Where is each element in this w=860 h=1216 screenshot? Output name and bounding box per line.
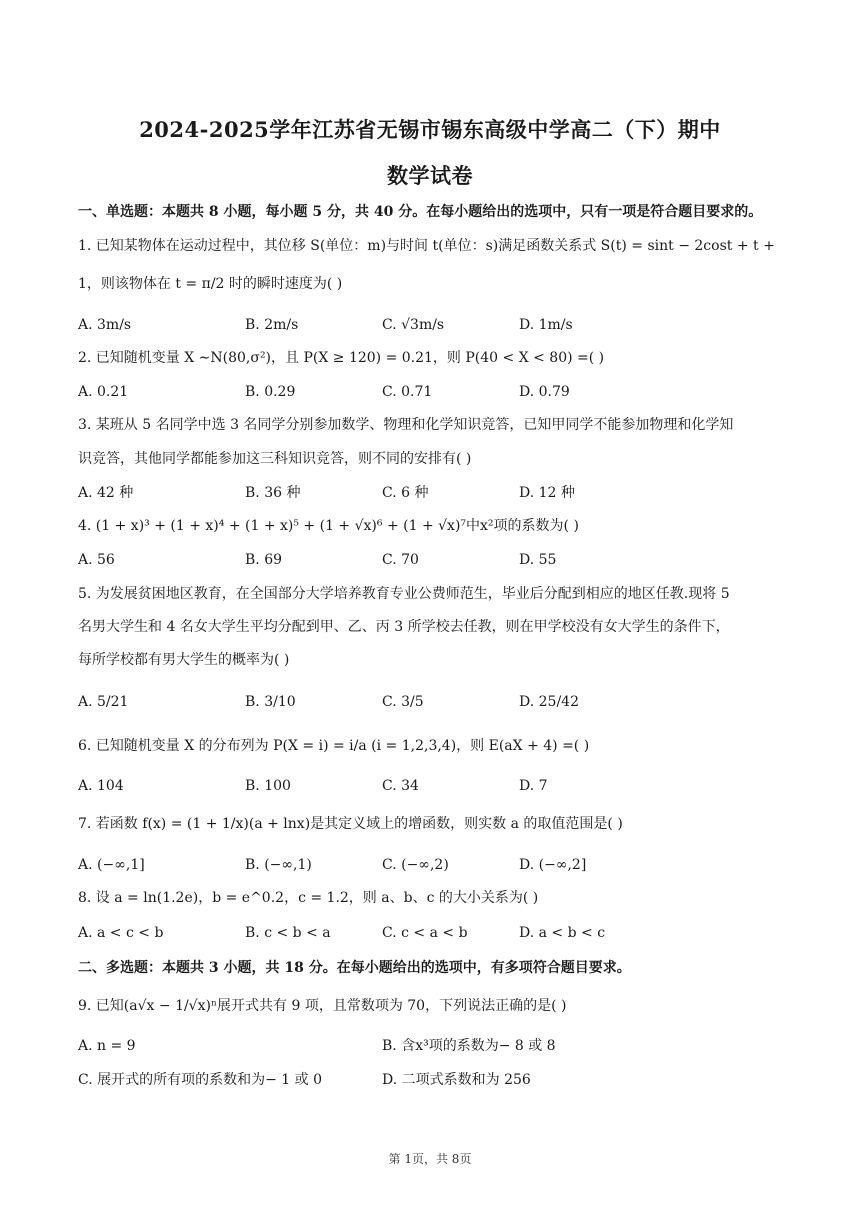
option-d: D. 0.79 (519, 384, 570, 400)
option-a: A. (−∞,1] (78, 857, 145, 873)
question-8-options (78, 921, 788, 945)
option-b: B. 3/10 (245, 694, 296, 710)
exam-title: 2024-2025学年江苏省无锡市锡东高级中学高二（下）期中 (139, 117, 721, 142)
option-a: A. 0.21 (78, 384, 129, 400)
question-2-options (78, 380, 788, 404)
option-b: B. 36 种 (245, 485, 301, 501)
option-d: D. 12 种 (519, 485, 575, 501)
question-9-line-1: 9. 已知(a√x − 1/√x)ⁿ展开式共有 9 项，且常数项为 70，下列说法正确的是( ) (78, 998, 567, 1014)
option-a: A. 3m/s (78, 317, 132, 333)
question-5-options (78, 690, 788, 714)
question-3-options (78, 481, 788, 505)
option-d: D. 二项式系数和为 256 (382, 1072, 531, 1088)
page-footer: 第 1页，共 8页 (388, 1152, 472, 1166)
question-3-line-1: 3. 某班从 5 名同学中选 3 名同学分别参加数学、物理和化学知识竞答，已知甲同学不能参加物理和化学知 (78, 417, 734, 433)
option-b: B. 69 (245, 552, 283, 568)
option-c: C. c < a < b (382, 925, 468, 941)
option-a: A. 42 种 (78, 485, 134, 501)
question-2-line-1: 2. 已知随机变量 X ∼N(80,σ²)，且 P(X ≥ 120) = 0.21，则 P(40 < X < 80) =( ) (78, 350, 605, 366)
option-b: B. (−∞,1) (245, 857, 312, 873)
option-b: B. 0.29 (245, 384, 296, 400)
option-b: B. 2m/s (245, 317, 299, 333)
option-a: A. 5/21 (78, 694, 129, 710)
option-a: A. 104 (78, 778, 124, 794)
question-3-line-2: 识竞答，其他同学都能参加这三科知识竞答，则不同的安排有( ) (78, 451, 472, 467)
question-1-options (78, 313, 788, 337)
question-6-options (78, 774, 788, 798)
option-b: B. c < b < a (245, 925, 331, 941)
question-4-line-1: 4. (1 + x)³ + (1 + x)⁴ + (1 + x)⁵ + (1 + √x)⁶ + (1 + √x)⁷中x²项的系数为( ) (78, 518, 579, 534)
option-c: C. 0.71 (382, 384, 433, 400)
question-6-line-1: 6. 已知随机变量 X 的分布列为 P(X = i) = i/a (i = 1,2,3,4)，则 E(aX + 4) =( ) (78, 738, 590, 754)
option-d: D. 7 (519, 778, 548, 794)
option-c: C. 展开式的所有项的系数和为− 1 或 0 (78, 1072, 323, 1088)
option-a: A. a < c < b (78, 925, 164, 941)
question-1-line-2: 1，则该物体在 t = π/2 时的瞬时速度为( ) (78, 276, 343, 292)
question-8-line-1: 8. 设 a = ln(1.2e)，b = e^0.2，c = 1.2，则 a、b、c 的大小关系为( ) (78, 890, 539, 906)
section-1-heading: 一、单选题：本题共 8 小题，每小题 5 分，共 40 分。在每小题给出的选项中，只有一项是符合题目要求的。 (78, 204, 763, 220)
option-b: B. 含x³项的系数为− 8 或 8 (382, 1038, 556, 1054)
option-c: C. 70 (382, 552, 419, 568)
option-c: C. 3/5 (382, 694, 424, 710)
question-1-line-1: 1. 已知某物体在运动过程中，其位移 S(单位：m)与时间 t(单位：s)满足函数关系式 S(t) = sint − 2cost + t + (78, 238, 775, 254)
section-2-heading: 二、多选题：本题共 3 小题，共 18 分。在每小题给出的选项中，有多项符合题目要求。 (78, 960, 631, 976)
question-9-options-row-1 (78, 1034, 788, 1058)
option-b: B. 100 (245, 778, 291, 794)
question-7-options (78, 853, 788, 877)
option-c: C. √3m/s (382, 317, 445, 333)
exam-subtitle: 数学试卷 (387, 163, 473, 188)
option-d: D. a < b < c (519, 925, 606, 941)
question-7-line-1: 7. 若函数 f(x) = (1 + 1/x)(a + lnx)是其定义域上的增函数，则实数 a 的取值范围是( ) (78, 816, 623, 832)
option-d: D. 55 (519, 552, 557, 568)
option-c: C. 6 种 (382, 485, 429, 501)
option-d: D. 1m/s (519, 317, 573, 333)
option-a: A. 56 (78, 552, 115, 568)
option-c: C. (−∞,2) (382, 857, 449, 873)
option-c: C. 34 (382, 778, 419, 794)
question-5-line-1: 5. 为发展贫困地区教育，在全国部分大学培养教育专业公费师范生，毕业后分配到相应的地区任教.现将 5 (78, 586, 730, 602)
option-a: A. n = 9 (78, 1038, 136, 1054)
question-9-options-row-2 (78, 1068, 788, 1092)
question-5-line-3: 每所学校都有男大学生的概率为( ) (78, 652, 290, 668)
question-5-line-2: 名男大学生和 4 名女大学生平均分配到甲、乙、丙 3 所学校去任教，则在甲学校没有女大学生的条件下， (78, 619, 730, 635)
option-d: D. (−∞,2] (519, 857, 587, 873)
question-4-options (78, 548, 788, 572)
option-d: D. 25/42 (519, 694, 579, 710)
